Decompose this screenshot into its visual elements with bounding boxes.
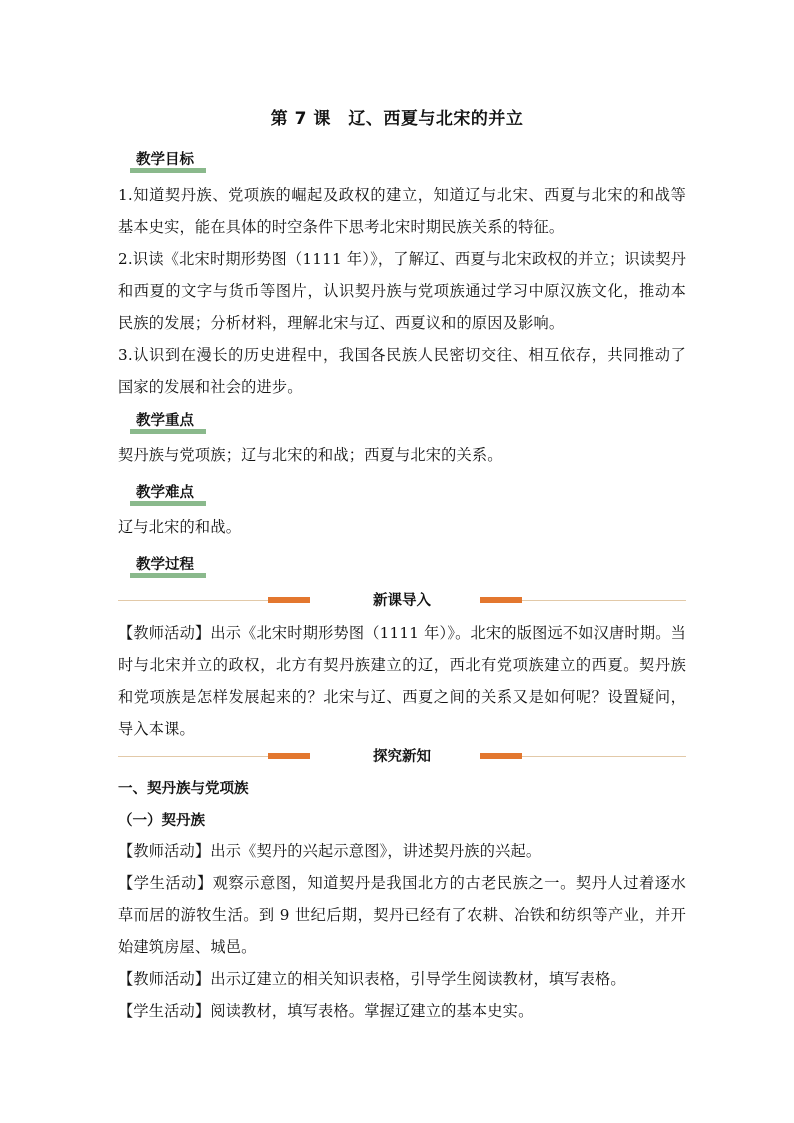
explore-paragraph-1: 【教师活动】出示《契丹的兴起示意图》，讲述契丹族的兴起。 — [118, 842, 542, 860]
divider-intro — [118, 591, 686, 611]
explore-paragraph-4: 【学生活动】阅读教材，填写表格。掌握辽建立的基本史实。 — [118, 1002, 534, 1020]
heading-khitan-dangxiang: 一、契丹族与党项族 — [118, 781, 249, 797]
divider-explore-label: 探究新知 — [373, 749, 431, 765]
key-points-text: 契丹族与党项族；辽与北宋的和战；西夏与北宋的关系。 — [118, 446, 503, 464]
divider-explore — [118, 747, 686, 767]
divider-intro-label: 新课导入 — [373, 593, 431, 609]
section-label-difficulty: 教学难点 — [136, 482, 202, 504]
heading-khitan: （一）契丹族 — [118, 813, 205, 829]
explore-paragraph-2: 【学生活动】观察示意图，知道契丹是我国北方的古老民族之一。契丹人过着逐水草而居的游牧生活。到 9 世纪后期，契丹已经有了农耕、冶铁和纺织等产业，并开始建筑房屋、城邑。 — [118, 874, 686, 956]
section-label-process: 教学过程 — [136, 554, 202, 576]
section-label-key-points: 教学重点 — [136, 410, 202, 432]
goal-2: 2.识读《北宋时期形势图（1111 年）》，了解辽、西夏与北宋政权的并立；识读契丹和西夏的文字与货币等图片，认识契丹族与党项族通过学习中原汉族文化，推动本民族的发展；分析材料，理解北宋与辽、西夏议和的原因及影响。 — [118, 250, 686, 332]
section-label-goals: 教学目标 — [136, 149, 202, 171]
goal-3: 3.认识到在漫长的历史进程中，我国各民族人民密切交往、相互依存，共同推动了国家的发展和社会的进步。 — [118, 346, 686, 396]
difficulty-text: 辽与北宋的和战。 — [118, 518, 242, 536]
goal-1: 1.知道契丹族、党项族的崛起及政权的建立，知道辽与北宋、西夏与北宋的和战等基本史实，能在具体的时空条件下思考北宋时期民族关系的特征。 — [118, 186, 686, 236]
lesson-title: 第 7 课 辽、西夏与北宋的并立 — [270, 109, 524, 129]
intro-text: 【教师活动】出示《北宋时期形势图（1111 年）》。北宋的版图远不如汉唐时期。当时与北宋并立的政权，北方有契丹族建立的辽，西北有党项族建立的西夏。契丹族和党项族是怎样发展起来的？北宋与辽、西夏之间的关系又是如何呢？设置疑问，导入本课。 — [118, 624, 686, 738]
explore-paragraph-3: 【教师活动】出示辽建立的相关知识表格，引导学生阅读教材，填写表格。 — [118, 970, 626, 988]
